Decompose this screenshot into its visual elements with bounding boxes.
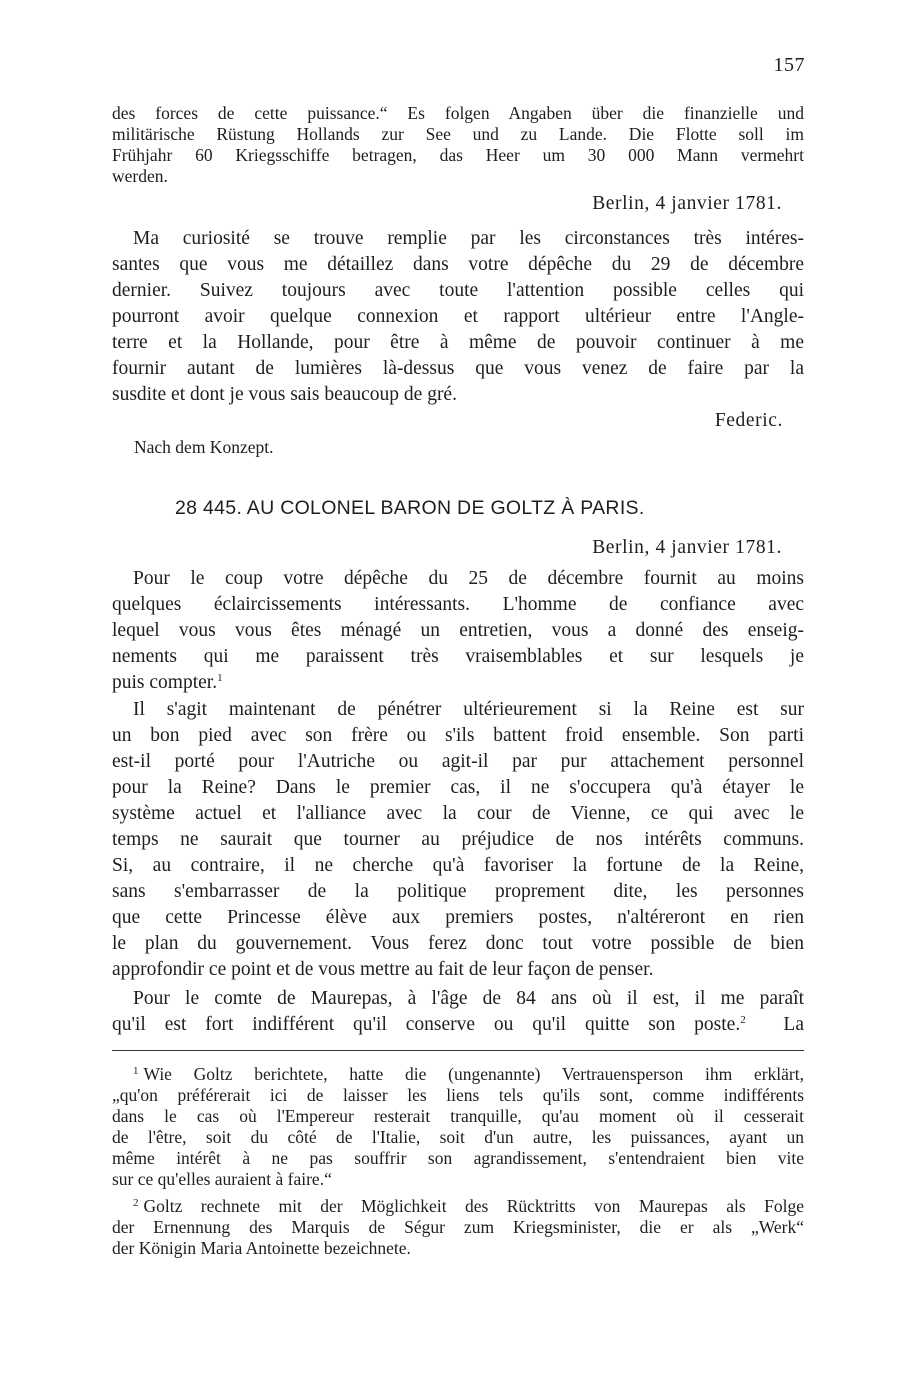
footnote-1-line: „qu'on préférerait ici de laisser les liens tels qu'ils sont, comme indifférents xyxy=(112,1085,804,1105)
letter2-p2-line: système actuel et l'alliance avec la cour de Vienne, ce qui avec le xyxy=(112,803,804,824)
page-number: 157 xyxy=(773,54,805,76)
footnote-1 xyxy=(112,1064,804,1190)
letter2-p2-line: le plan du gouvernement. Vous ferez donc tout votre possible de bien xyxy=(112,933,804,954)
letter1-body xyxy=(112,226,804,408)
letter1-line: terre et la Hollande, pour être à même de pouvoir continuer à me xyxy=(112,332,804,353)
letter2-p2-line: que cette Princesse élève aux premiers postes, n'altéreront en rien xyxy=(112,907,804,928)
letter2-p2-line: approfondir ce point et de vous mettre au fait de leur façon de penser. xyxy=(112,959,654,980)
footnote-1-line: dans le cas où l'Empereur resterait tranquille, qu'au moment où il cesserait xyxy=(112,1106,804,1126)
footnote-2 xyxy=(112,1196,804,1259)
letter1-signature: Federic. xyxy=(714,410,783,431)
intro-line: militärische Rüstung Hollands zur See und zu Lande. Die Flotte soll im xyxy=(112,124,804,144)
letter2-p2-line: pour la Reine? Dans le premier cas, il ne s'occupera qu'à étayer le xyxy=(112,777,804,798)
footnote-1-line: même intérêt à ne pas souffrir son agrandissement, s'entendraient bien vite xyxy=(112,1148,804,1168)
letter2-p2-line: Il s'agit maintenant de pénétrer ultérieurement si la Reine est sur xyxy=(133,699,804,720)
footnote-1-line: sur ce qu'elles auraient à faire.“ xyxy=(112,1169,332,1189)
footnote-2-text: Goltz rechnete mit der Möglichkeit des Rücktritts von Maurepas als Folge xyxy=(143,1196,804,1216)
footnote-1-line: de l'être, soit du côté de l'Italie, soit d'un autre, les puissances, ayant un xyxy=(112,1127,804,1147)
letter2-p1-line: quelques éclaircissements intéressants. L'homme de confiance avec xyxy=(112,594,804,615)
letter1-dateline: Berlin, 4 janvier 1781. xyxy=(592,193,782,214)
letter1-line: santes que vous me détaillez dans votre dépêche du 29 de décembre xyxy=(112,254,804,275)
footnote-ref-2[interactable]: 2 xyxy=(740,1014,746,1026)
letter2-p1-line: Pour le coup votre dépêche du 25 de décembre fournit au moins xyxy=(133,568,804,589)
letter2-p3-line xyxy=(112,1012,804,1038)
footnote-2-line: der Ernennung des Marquis de Ségur zum Kriegsminister, die er als „Werk“ xyxy=(112,1217,804,1237)
letter1-line: Ma curiosité se trouve remplie par les circonstances très intéres- xyxy=(133,228,804,249)
letter2-p2-line: sans s'embarrasser de la politique proprement dite, les personnes xyxy=(112,881,804,902)
letter2-dateline: Berlin, 4 janvier 1781. xyxy=(592,537,782,558)
footnote-1-line xyxy=(112,1064,804,1085)
letter2-p3-line2-tail: La xyxy=(783,1014,804,1035)
footnote-1-text: Wie Goltz berichtete, hatte die (ungenannte) Vertrauensperson ihm erklärt, xyxy=(143,1064,804,1084)
letter2-p1-line: nements qui me paraissent très vraisemblables et sur lesquels je xyxy=(112,646,804,667)
letter2-p1-line: lequel vous vous êtes ménagé un entretien, vous a donné des enseig- xyxy=(112,620,804,641)
intro-line: Frühjahr 60 Kriegsschiffe betragen, das Heer um 30 000 Mann vermehrt xyxy=(112,145,804,165)
letter2-heading: 28 445. AU COLONEL BARON DE GOLTZ À PARIS. xyxy=(175,497,645,519)
letter2-p2-line: temps ne saurait que tourner au préjudice de nos intérêts communs. xyxy=(112,829,804,850)
letter2-p1-line xyxy=(112,670,804,696)
letter1-line: susdite et dont je vous sais beaucoup de gré. xyxy=(112,384,457,405)
footnote-ref-1[interactable]: 1 xyxy=(217,672,223,684)
letter2-paragraph-1 xyxy=(112,566,804,696)
letter1-source-note: Nach dem Konzept. xyxy=(134,437,274,457)
letter1-line: fournir autant de lumières là-dessus que vous venez de faire par la xyxy=(112,358,804,379)
letter2-p3-line2-text: qu'il est fort indifférent qu'il conserve ou qu'il quitte son poste. xyxy=(112,1014,741,1035)
letter2-p1-last-text: puis compter. xyxy=(112,672,218,693)
letter2-p2-line: Si, au contraire, il ne cherche qu'à favoriser la fortune de la Reine, xyxy=(112,855,804,876)
letter2-paragraph-3 xyxy=(112,986,804,1038)
footnote-2-mark: 2 xyxy=(133,1197,139,1209)
intro-line: des forces de cette puissance.“ Es folgen Angaben über die finanzielle und xyxy=(112,103,804,123)
letter2-p3-line: Pour le comte de Maurepas, à l'âge de 84 ans où il est, il me paraît xyxy=(133,988,804,1009)
letter2-p2-line: est-il porté pour l'Autriche ou agit-il par pur attachement personnel xyxy=(112,751,804,772)
letter1-line: dernier. Suivez toujours avec toute l'attention possible celles qui xyxy=(112,280,804,301)
footnote-2-line: der Königin Maria Antoinette bezeichnete. xyxy=(112,1238,411,1258)
footnote-2-line xyxy=(112,1196,804,1217)
intro-paragraph xyxy=(112,103,804,187)
footnote-1-mark: 1 xyxy=(133,1065,139,1077)
letter2-paragraph-2 xyxy=(112,697,804,983)
letter2-p2-line: un bon pied avec son frère ou s'ils battent froid ensemble. Son parti xyxy=(112,725,804,746)
footnote-divider xyxy=(112,1050,804,1051)
intro-line: werden. xyxy=(112,166,168,186)
letter1-line: pourront avoir quelque connexion et rapport ultérieur entre l'Angle- xyxy=(112,306,804,327)
